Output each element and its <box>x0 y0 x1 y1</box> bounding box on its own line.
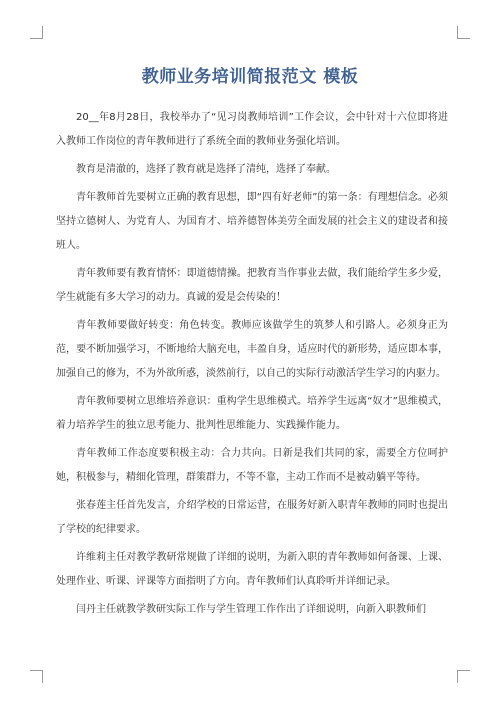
paragraph-4: 青年教师要有教育情怀：即道德情操。把教育当作事业去做，我们能给学生多少爱，学生就能有多大学习的动力。真诚的爱是会传染的！ <box>56 268 448 303</box>
paragraph-2: 教育是清澈的，选择了教育就是选择了清纯，选择了奉献。 <box>76 164 336 175</box>
paragraph-8: 张春莲主任首先发言，介绍学校的日常运营，在服务好新入职青年教师的同时也提出了学校的纪律要求。 <box>56 500 448 535</box>
paragraph-7: 青年教师工作态度要积极主动：合力共向。日新是我们共同的家，需要全方位呵护她，积极参与，精细化管理，群策群力，不等不靠，主动工作而不是被动躺平等待。 <box>56 448 448 483</box>
document-title: 教师业务培训简报范文 模板 <box>141 67 359 87</box>
paragraph-9: 许维莉主任对教学教研常规做了详细的说明，为新入职的青年教师如何备课、上课、处理作业、听课、评课等方面指明了方向。青年教师们认真聆听并详细记录。 <box>56 552 448 587</box>
crop-mark-top-left <box>30 26 43 39</box>
crop-mark-bottom-right <box>457 670 470 683</box>
paragraph-5: 青年教师要做好转变：角色转变。教师应该做学生的筑梦人和引路人。必须身正为范，要不断加强学习，不断地给大脑充电，丰盈自身，适应时代的新形势，适应即本事，加强自己的修为，不为外欲所惑，淡然前行，以自己的实际行动激活学生学习的内驱力。 <box>56 320 448 379</box>
document-body <box>56 106 448 626</box>
paragraph-3: 青年教师首先要树立正确的教育思想，即“四有好老师”的第一条：有理想信念。必须坚持立德树人、为党育人、为国育才、培养德智体美劳全面发展的社会主义的建设者和接班人。 <box>56 192 448 251</box>
crop-mark-top-right <box>457 26 470 39</box>
paragraph-10: 闫丹主任就教学教研实际工作与学生管理工作作出了详细说明，向新入职教师们 <box>76 604 426 615</box>
paragraph-6: 青年教师要树立思维培养意识：重构学生思维模式。培养学生远离“奴才”思维模式，着力培养学生的独立思考能力、批判性思维能力、实践操作能力。 <box>56 396 448 431</box>
crop-mark-bottom-left <box>30 670 43 683</box>
paragraph-1: 20__年8月28日，我校举办了“见习岗教师培训”工作会议，会中针对十六位即将进入教师工作岗位的青年教师进行了系统全面的教师业务强化培训。 <box>56 112 448 147</box>
